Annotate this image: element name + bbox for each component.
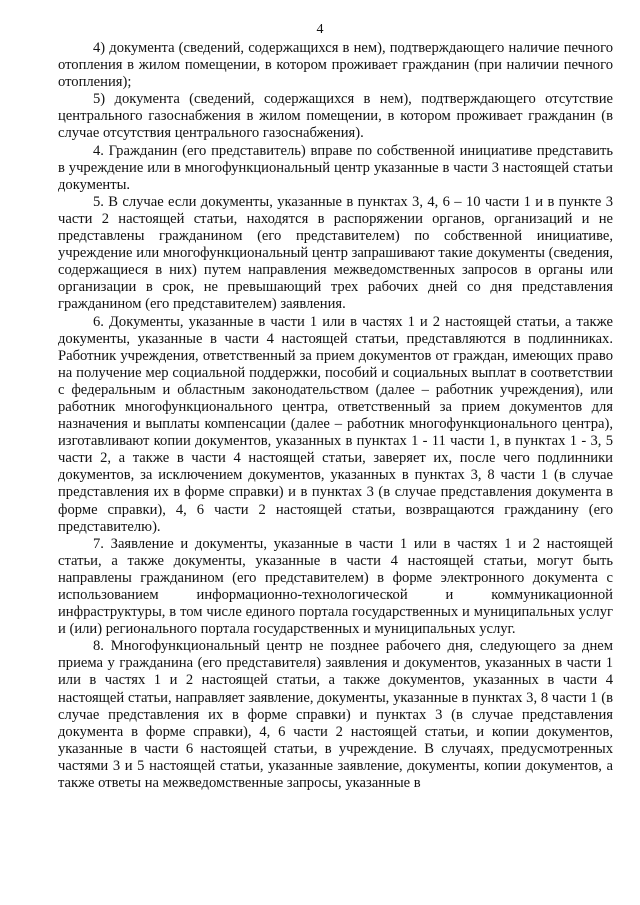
paragraph-part-7: 7. Заявление и документы, указанные в части 1 или в частях 1 и 2 настоящей статьи, а также документы, указанные в части 4 настоящей статьи, могут быть направлены гражданином (его представителем) в форме электронного документа с использованием информационно-технологической и коммуникационной инфраструктуры, в том числе единого портала государственных и муниципальных услуг и (или) регионального портала государственных и муниципальных услуг. bbox=[58, 535, 613, 638]
paragraph-item-5: 5) документа (сведений, содержащихся в нем), подтверждающего отсутствие центрального газоснабжения в жилом помещении, в котором проживает гражданин (в случае отсутствия центрального газоснабжения). bbox=[58, 91, 613, 142]
page-number: 4 bbox=[316, 22, 324, 37]
paragraph-part-8: 8. Многофункциональный центр не позднее рабочего дня, следующего за днем приема у гражданина (его представителя) заявления и документов, указанных в части 1 или в частях 1 и 2 настоящей статьи, а также документов, указанных в части 4 настоящей статьи, направляет заявление, документы, указанные в пунктах 3, 8 части 1 (в случае представления их в форме справки) и пунктах 3 (в случае представления документа в форме справки), 4, 6 части 2 настоящей статьи, и копии документов, указанные в части 6 настоящей статьи, в учреждение. В случаях, предусмотренных частями 3 и 5 настоящей статьи, указанные заявление, документы, копии документов, а также ответы на межведомственные запросы, указанные в bbox=[58, 638, 613, 792]
document-body bbox=[58, 40, 613, 792]
paragraph-part-6: 6. Документы, указанные в части 1 или в частях 1 и 2 настоящей статьи, а также документы, указанные в части 4 настоящей статьи, представляются в подлинниках. Работник учреждения, ответственный за прием документов от граждан, имеющих право на получение мер социальной поддержки, пособий и социальных выплат в соответствии с федеральным и областным законодательством (далее – работник учреждения), или работник многофункционального центра, ответственный за прием документов для назначения и выплаты компенсации (далее – работник многофункционального центра), изготавливают копии документов, указанных в пунктах 1 - 11 части 1, в пунктах 1 - 3, 5 части 2, а также в части 4 настоящей статьи, заверяет их, после чего подлинники документов, за исключением документов, указанных в пунктах 3, 8 части 1 (в случае представления их в форме справки) и в пунктах 3 (в случае представления документа в форме справки), 4, 6 части 2 настоящей статьи, возвращаются гражданину (его представителю). bbox=[58, 313, 613, 535]
paragraph-part-5: 5. В случае если документы, указанные в пунктах 3, 4, 6 – 10 части 1 и в пункте 3 части 2 настоящей статьи, находятся в распоряжении органов, организаций и не представлены гражданином (его представителем) по собственной инициативе, учреждение или многофункциональный центр запрашивают такие документы (сведения, содержащиеся в них) путем направления межведомственных запросов в органы или организации в срок, не превышающий трех рабочих дней со дня представления гражданином (его представителем) заявления. bbox=[58, 193, 613, 313]
paragraph-part-4: 4. Гражданин (его представитель) вправе по собственной инициативе представить в учреждение или в многофункциональный центр указанные в части 3 настоящей статьи документы. bbox=[58, 142, 613, 193]
paragraph-item-4: 4) документа (сведений, содержащихся в нем), подтверждающего наличие печного отопления в жилом помещении, в котором проживает гражданин (при наличии печного отопления); bbox=[58, 40, 613, 91]
